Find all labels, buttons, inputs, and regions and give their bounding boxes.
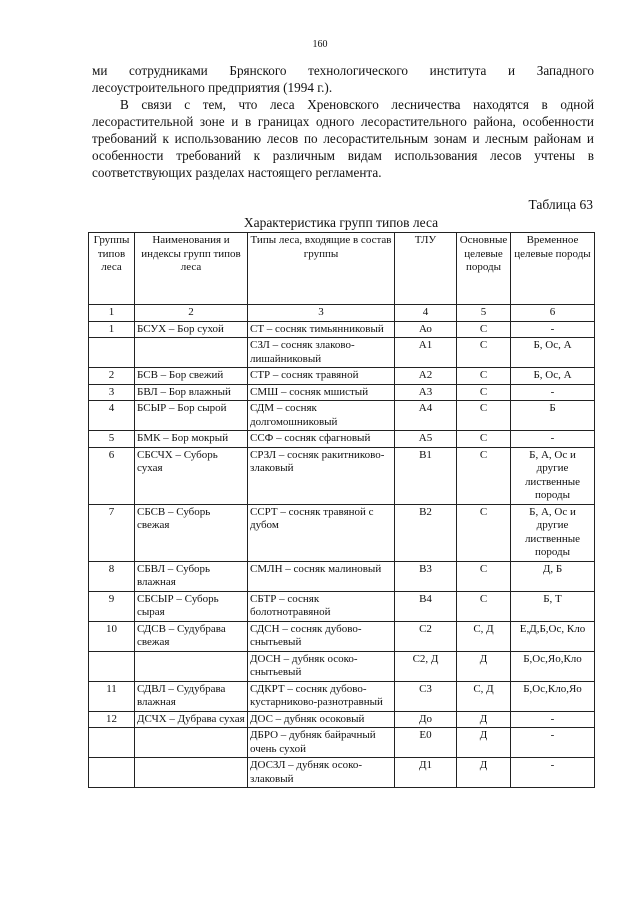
table-cell: Д: [457, 728, 511, 758]
table-cell: СБСВ – Суборь свежая: [135, 504, 248, 561]
table-cell: [89, 338, 135, 368]
table-cell: БСВ – Бор свежий: [135, 368, 248, 385]
table-row: [89, 384, 595, 401]
table-cell: [89, 758, 135, 788]
table-cell: Д: [457, 758, 511, 788]
table-cell: С: [457, 591, 511, 621]
table-cell: С2, Д: [395, 651, 457, 681]
table-cell: 5: [89, 431, 135, 448]
table-cell: [135, 338, 248, 368]
table-row: [89, 401, 595, 431]
table-cell: 10: [89, 621, 135, 651]
table-cell: Д1: [395, 758, 457, 788]
table-cell: 8: [89, 561, 135, 591]
table-cell: С: [457, 401, 511, 431]
header-cell: Типы леса, входящие в состав группы: [248, 233, 395, 305]
table-cell: Б,Ос,Яо,Кло: [511, 651, 595, 681]
table-title: Характеристика групп типов леса: [243, 215, 439, 230]
table-row: [89, 431, 595, 448]
table-cell: 7: [89, 504, 135, 561]
table-cell: СМЛН – сосняк малиновый: [248, 561, 395, 591]
table-number: Таблица 63: [528, 197, 593, 212]
table-cell: 11: [89, 681, 135, 711]
table-cell: ДОСЗЛ – дубняк осоко-злаковый: [248, 758, 395, 788]
paragraph-1: ми сотрудниками Брянского технологического института и Западного лесоустроительного предприятия (1994 г.).: [92, 63, 594, 95]
table-row: [89, 338, 595, 368]
table-cell: Б,Ос,Кло,Яо: [511, 681, 595, 711]
table-cell: СДВЛ – Судубрава влажная: [135, 681, 248, 711]
table-row: [89, 681, 595, 711]
table-cell: СБСЧХ – Суборь сухая: [135, 447, 248, 504]
table-cell: СРЗЛ – сосняк ракитниково-злаковый: [248, 447, 395, 504]
table-cell: Б, Ос, А: [511, 368, 595, 385]
table-cell: ССФ – сосняк сфагновый: [248, 431, 395, 448]
table-cell: СМШ – сосняк мшистый: [248, 384, 395, 401]
column-number: 2: [135, 305, 248, 322]
table-cell: 1: [89, 321, 135, 338]
column-number: 1: [89, 305, 135, 322]
table-cell: С: [457, 384, 511, 401]
table-cell: С3: [395, 681, 457, 711]
table-cell: А3: [395, 384, 457, 401]
table-header-row: [89, 233, 595, 305]
table-cell: С: [457, 321, 511, 338]
table-cell: Д: [457, 711, 511, 728]
header-cell: ТЛУ: [395, 233, 457, 305]
table-cell: Б, Т: [511, 591, 595, 621]
table-cell: 3: [89, 384, 135, 401]
table-row: [89, 504, 595, 561]
table-cell: Ао: [395, 321, 457, 338]
table-cell: ДОС – дубняк осоковый: [248, 711, 395, 728]
paragraph-2: В связи с тем, что леса Хреновского лесничества находятся в одной лесорастительной зоне и в границах одного лесорастительного района, особенности требований к использованию лесов по лесорастительным зонам и лесным районам и особенности требований к различным видам использования лесов учтены в соответствующих разделах настоящего регламента.: [92, 97, 594, 180]
table-cell: БСУХ – Бор сухой: [135, 321, 248, 338]
header-cell: Основные целевые породы: [457, 233, 511, 305]
table-cell: ДОСН – дубняк осоко-снытьевый: [248, 651, 395, 681]
table-cell: До: [395, 711, 457, 728]
table-cell: С: [457, 338, 511, 368]
table-row: [89, 651, 595, 681]
table-cell: Б, А, Ос и другие лиственные породы: [511, 504, 595, 561]
table-cell: С, Д: [457, 681, 511, 711]
table-cell: С, Д: [457, 621, 511, 651]
table-cell: БСЫР – Бор сырой: [135, 401, 248, 431]
column-number: 4: [395, 305, 457, 322]
table-cell: СБТР – сосняк болотнотравяной: [248, 591, 395, 621]
table-cell: А5: [395, 431, 457, 448]
table-cell: Е,Д,Б,Ос, Кло: [511, 621, 595, 651]
table-cell: В1: [395, 447, 457, 504]
table-cell: А1: [395, 338, 457, 368]
table-row: [89, 728, 595, 758]
table-cell: СДМ – сосняк долгомошниковый: [248, 401, 395, 431]
table-cell: А2: [395, 368, 457, 385]
table-cell: С: [457, 561, 511, 591]
table-cell: СДСН – сосняк дубово-снытьевый: [248, 621, 395, 651]
table-cell: С: [457, 447, 511, 504]
table-cell: [135, 651, 248, 681]
table-cell: ДБРО – дубняк байрачный очень сухой: [248, 728, 395, 758]
table-row: [89, 591, 595, 621]
table-cell: Б: [511, 401, 595, 431]
table-cell: -: [511, 728, 595, 758]
table-cell: Д, Б: [511, 561, 595, 591]
column-number: 3: [248, 305, 395, 322]
table-cell: -: [511, 711, 595, 728]
table-cell: С2: [395, 621, 457, 651]
header-cell: Временное целевые породы: [511, 233, 595, 305]
table-cell: СТР – сосняк травяной: [248, 368, 395, 385]
table-cell: 2: [89, 368, 135, 385]
table-cell: -: [511, 321, 595, 338]
table-cell: В2: [395, 504, 457, 561]
table-cell: СБСЫР – Суборь сырая: [135, 591, 248, 621]
table-row: [89, 758, 595, 788]
table-cell: С: [457, 504, 511, 561]
column-number-row: [89, 305, 595, 322]
table-cell: БВЛ – Бор влажный: [135, 384, 248, 401]
table-cell: [135, 728, 248, 758]
column-number: 5: [457, 305, 511, 322]
table-row: [89, 561, 595, 591]
table-cell: [135, 758, 248, 788]
header-cell: Наименования и индексы групп типов леса: [135, 233, 248, 305]
table-cell: В3: [395, 561, 457, 591]
table-cell: СЗЛ – сосняк злаково-лишайниковый: [248, 338, 395, 368]
table-cell: В4: [395, 591, 457, 621]
table-cell: Е0: [395, 728, 457, 758]
column-number: 6: [511, 305, 595, 322]
table-cell: 6: [89, 447, 135, 504]
table-cell: Б, А, Ос и другие лиственные породы: [511, 447, 595, 504]
table-cell: А4: [395, 401, 457, 431]
table-row: [89, 711, 595, 728]
table-row: [89, 321, 595, 338]
header-cell: Группы типов леса: [89, 233, 135, 305]
table-row: [89, 447, 595, 504]
table-cell: СБВЛ – Суборь влажная: [135, 561, 248, 591]
table-cell: 9: [89, 591, 135, 621]
table-cell: -: [511, 758, 595, 788]
page-number: 160: [312, 39, 328, 50]
table-row: [89, 368, 595, 385]
table-cell: -: [511, 431, 595, 448]
table-cell: Д: [457, 651, 511, 681]
table-cell: СДКРТ – сосняк дубово-кустарниково-разнотравный: [248, 681, 395, 711]
forest-types-table: [88, 232, 595, 788]
table-cell: С: [457, 368, 511, 385]
table-cell: БМК – Бор мокрый: [135, 431, 248, 448]
table-cell: 4: [89, 401, 135, 431]
table-cell: -: [511, 384, 595, 401]
table-row: [89, 621, 595, 651]
table-cell: С: [457, 431, 511, 448]
table-cell: Б, Ос, А: [511, 338, 595, 368]
table-cell: СТ – сосняк тимьянниковый: [248, 321, 395, 338]
table-cell: [89, 651, 135, 681]
table-cell: СДСВ – Судубрава свежая: [135, 621, 248, 651]
table-cell: ДСЧХ – Дубрава сухая: [135, 711, 248, 728]
table-cell: 12: [89, 711, 135, 728]
table-cell: ССРТ – сосняк травяной с дубом: [248, 504, 395, 561]
table-cell: [89, 728, 135, 758]
